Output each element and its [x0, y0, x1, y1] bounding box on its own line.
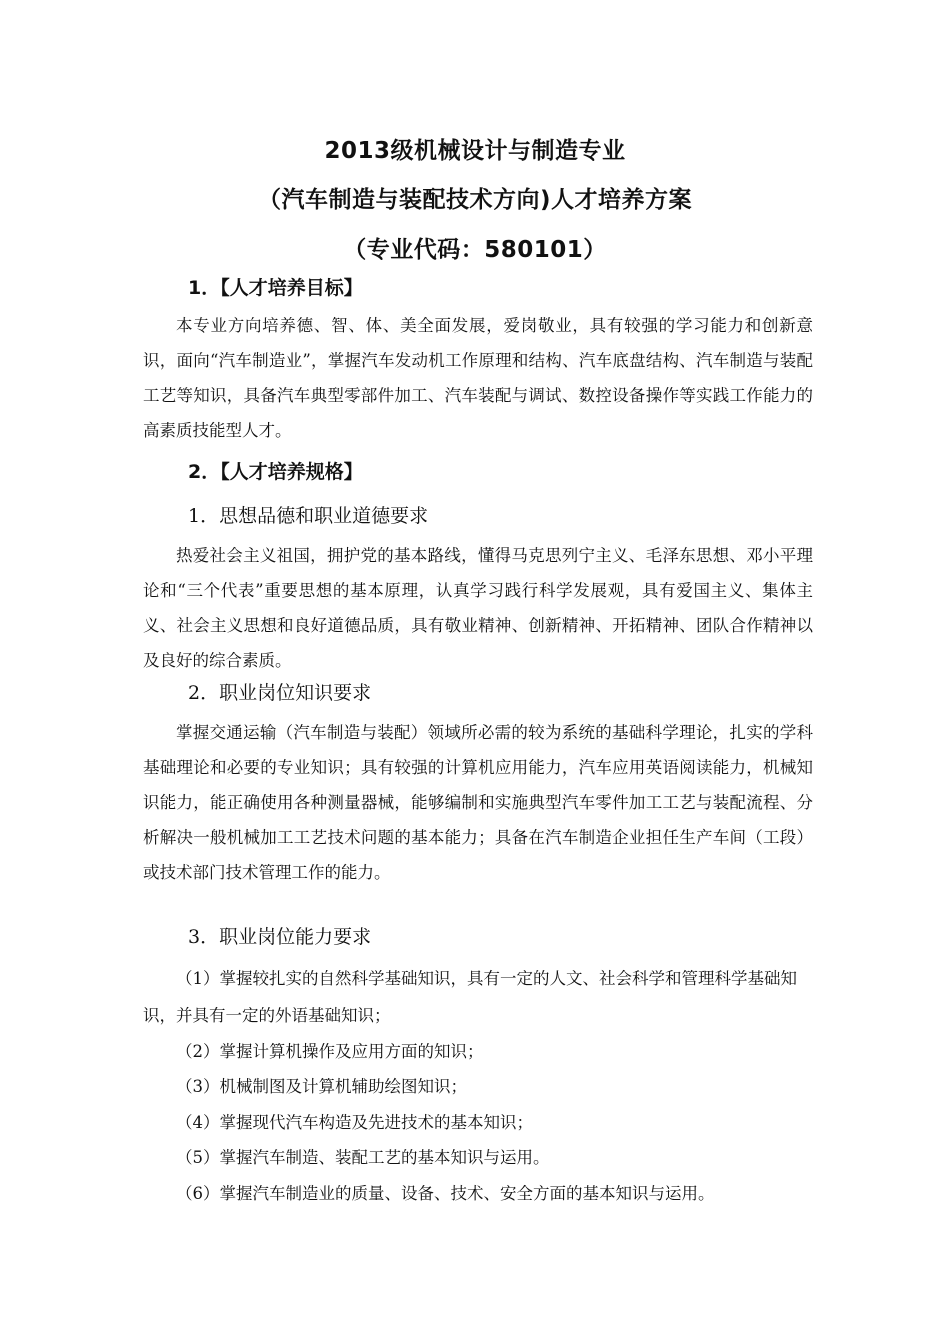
list-item: （1）掌握较扎实的自然科学基础知识，具有一定的人文、社会科学和管理科学基础知识，并具有一定的外语基础知识；: [143, 969, 797, 1025]
sub2-heading: 2．职业岗位知识要求: [188, 682, 372, 704]
sub3-heading: 3．职业岗位能力要求: [188, 926, 372, 948]
list-item: （3）机械制图及计算机辅助绘图知识；: [176, 1077, 467, 1096]
section2-heading: 2．【人才培养规格】: [188, 461, 363, 483]
list-item: （6）掌握汽车制造业的质量、设备、技术、安全方面的基本知识与运用。: [176, 1184, 715, 1203]
section1-body: 本专业方向培养德、智、体、美全面发展，爱岗敬业，具有较强的学习能力和创新意识，面向“汽车制造业”，掌握汽车发动机工作原理和结构、汽车底盘结构、汽车制造与装配工艺等知识，具备汽车典型零部件加工、汽车装配与调试、数控设备操作等实践工作能力的高素质技能型人才。: [143, 316, 813, 440]
sub1-heading: 1．思想品德和职业道德要求: [188, 505, 429, 527]
document-title-line1: 2013级机械设计与制造专业: [324, 138, 626, 164]
list-item: （2）掌握计算机操作及应用方面的知识；: [176, 1042, 484, 1061]
section1-heading: 1．【人才培养目标】: [188, 277, 363, 299]
list-item: （5）掌握汽车制造、装配工艺的基本知识与运用。: [176, 1148, 550, 1167]
sub2-body: 掌握交通运输（汽车制造与装配）领域所必需的较为系统的基础科学理论，扎实的学科基础理论和必要的专业知识；具有较强的计算机应用能力，汽车应用英语阅读能力，机械知识能力，能正确使用各种测量器械，能够编制和实施典型汽车零件加工工艺与装配流程、分析解决一般机械加工工艺技术问题的基本能力；具备在汽车制造企业担任生产车间（工段）或技术部门技术管理工作的能力。: [143, 723, 813, 882]
list-item: （4）掌握现代汽车构造及先进技术的基本知识；: [176, 1113, 533, 1132]
document-title-line2: （汽车制造与装配技术方向)人才培养方案: [257, 187, 692, 213]
sub1-body: 热爱社会主义祖国，拥护党的基本路线，懂得马克思列宁主义、毛泽东思想、邓小平理论和“三个代表”重要思想的基本原理，认真学习践行科学发展观，具有爱国主义、集体主义、社会主义思想和良好道德品质，具有敬业精神、创新精神、开拓精神、团队合作精神以及良好的综合素质。: [143, 546, 813, 670]
document-title-line3: （专业代码：580101）: [343, 237, 607, 263]
